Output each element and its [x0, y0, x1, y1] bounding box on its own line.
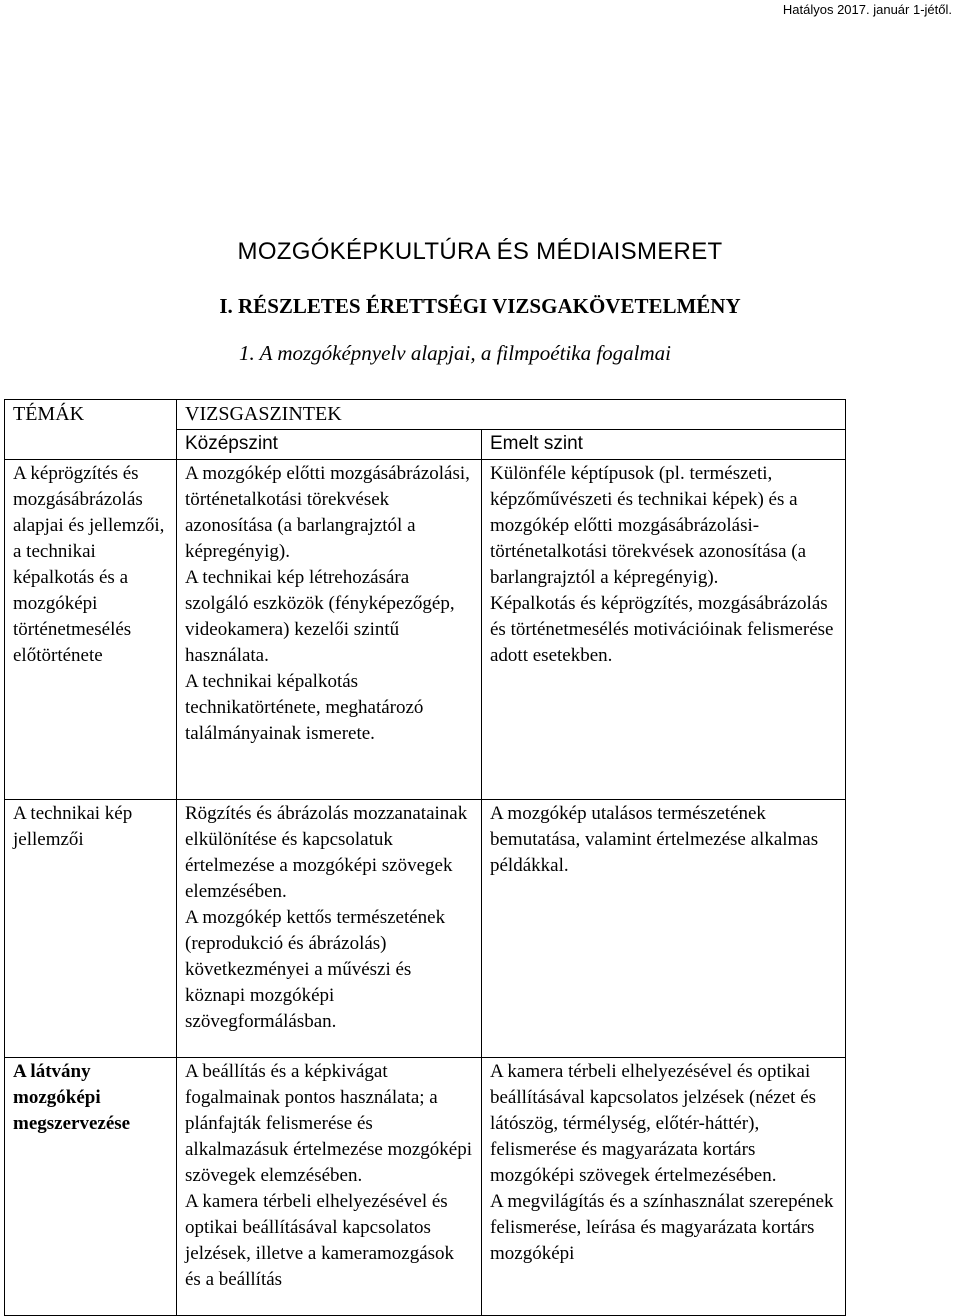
table-row — [5, 800, 846, 1058]
requirements-table — [4, 399, 846, 1316]
requirement-text: A beállítás és a képkivágat fogalmainak pontos használata; a plánfajták felismerése és alkalmazásuk értelmezése mozgóképi szövegek elemzésében. — [185, 1061, 472, 1186]
mid-level-cell — [177, 1058, 482, 1316]
topic-cell: A képrögzítés és mozgásábrázolás alapjai és jellemzői, a technikai képalkotás és a mozgóképi történetmesélés előtörténete — [5, 460, 177, 800]
mid-level-header: Középszint — [177, 430, 482, 460]
requirement-text: A mozgókép utalásos természetének bemutatása, valamint értelmezése alkalmas példákkal. — [490, 803, 819, 876]
requirement-text: A kamera térbeli elhelyezésével és optikai beállításával kapcsolatos jelzések (nézet és látószög, térmélység, előtér-háttér), felismerése és magyarázata kortárs mozgóképi szövegek értelmezésében. — [490, 1061, 817, 1186]
table-row — [5, 460, 846, 800]
topic-cell: A látvány mozgóképi megszervezése — [5, 1058, 177, 1316]
topics-header: TÉMÁK — [5, 400, 177, 460]
mid-level-cell — [177, 800, 482, 1058]
requirement-text: A technikai képalkotás technikatörténete, meghatározó találmányainak ismerete. — [185, 671, 424, 744]
requirement-text: Képalkotás és képrögzítés, mozgásábrázolás és történetmesélés motivációinak felismerése adott esetekben. — [490, 593, 834, 666]
document-subtitle: I. RÉSZLETES ÉRETTSÉGI VIZSGAKÖVETELMÉNY — [219, 294, 741, 318]
adv-level-cell — [482, 1058, 846, 1316]
requirement-text: A mozgókép előtti mozgásábrázolási, történetalkotási törekvések azonosítása (a barlangrajztól a képregényig). — [185, 463, 470, 562]
topic-cell: A technikai kép jellemzői — [5, 800, 177, 1058]
requirement-text: A technikai kép létrehozására szolgáló eszközök (fényképezőgép, videokamera) kezelői szintű használata. — [185, 567, 455, 666]
adv-level-cell — [482, 800, 846, 1058]
mid-level-cell — [177, 460, 482, 800]
levels-header: VIZSGASZINTEK — [177, 400, 846, 430]
document-title: MOZGÓKÉPKULTÚRA ÉS MÉDIAISMERET — [237, 238, 723, 265]
table-row — [5, 1058, 846, 1316]
requirement-text: A kamera térbeli elhelyezésével és optikai beállításával kapcsolatos jelzések, illetve a kameramozgások és a beállítás — [185, 1191, 455, 1290]
effective-date-note: Hatályos 2017. január 1-jétől. — [782, 2, 952, 17]
adv-level-cell — [482, 460, 846, 800]
section-heading: 1. A mozgóképnyelv alapjai, a filmpoétika fogalmai — [239, 341, 671, 365]
requirement-text: A megvilágítás és a színhasználat szerepének felismerése, leírása és magyarázata kortárs mozgóképi — [490, 1191, 834, 1264]
adv-level-header: Emelt szint — [482, 430, 846, 460]
requirement-text: Különféle képtípusok (pl. természeti, képzőművészeti és technikai képek) és a mozgókép előtti mozgásábrázolási-történetalkotási törekvések azonosítása (a barlangrajztól a képregényig). — [490, 463, 807, 588]
table-header-row — [5, 400, 846, 430]
requirement-text: A mozgókép kettős természetének (reprodukció és ábrázolás) következményei a művészi és köznapi mozgóképi szövegformálásban. — [185, 907, 446, 1032]
requirement-text: Rögzítés és ábrázolás mozzanatainak elkülönítése és kapcsolatuk értelmezése a mozgóképi szövegek elemzésében. — [185, 803, 468, 902]
